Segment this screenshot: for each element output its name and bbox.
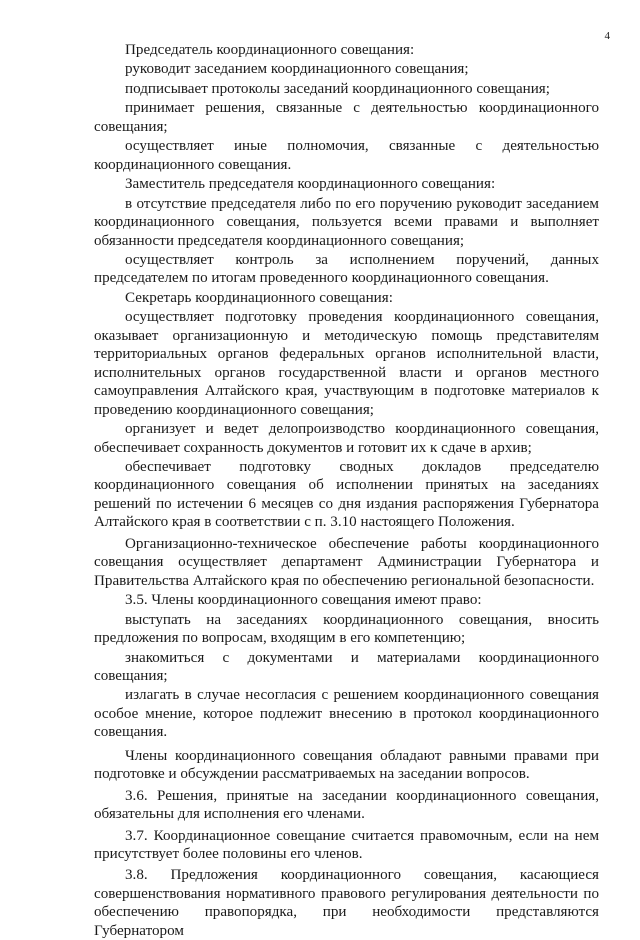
paragraph-member-right-3: излагать в случае несогласия с решением координационного совещания особое мнение, которое подлежит внесению в протокол координационного совещания. bbox=[94, 687, 599, 741]
paragraph-section-3-8: 3.8. Предложения координационного совещания, касающиеся совершенствования нормативного правового регулирования деятельности по обеспечению правопорядка, при необходимости представляются Губернатором bbox=[94, 867, 599, 939]
paragraph-secretary-duty-3: обеспечивает подготовку сводных докладов председателю координационного совещания об исполнении принятых на заседаниях решений по истечении 6 месяцев со дня издания распоряжения Губернатора Алтайского края в соответствии с п. 3.10 настоящего Положения. bbox=[94, 458, 599, 531]
paragraph-secretary-duty-2: организует и ведет делопроизводство координационного совещания, обеспечивает сохранность документов и готовит их к сдаче в архив; bbox=[94, 421, 599, 456]
paragraph-members-equal-rights: Члены координационного совещания обладают равными правами при подготовке и обсуждении рассматриваемых на заседании вопросов. bbox=[94, 747, 599, 783]
paragraph-secretary-duty-1: осуществляет подготовку проведения координационного совещания, оказывает организационную и методическую помощь представителям территориальных органов федеральных органов исполнительной власти, исполнительных органов государственной власти и органов местного самоуправления Алтайского края, участвующим в подготовке материалов к проведению координационного совещания; bbox=[94, 309, 599, 418]
paragraph-chairman-duty-2: подписывает протоколы заседаний координационного совещания; bbox=[125, 80, 550, 97]
paragraph-member-right-1: выступать на заседаниях координационного совещания, вносить предложения по вопросам, входящим в его компетенцию; bbox=[94, 611, 599, 647]
document-body bbox=[94, 41, 599, 940]
page-number: 4 bbox=[604, 30, 610, 42]
paragraph-chairman-duty-4: осуществляет иные полномочия, связанные с деятельностью координационного совещания. bbox=[94, 138, 599, 173]
paragraph-chairman-duty-3: принимает решения, связанные с деятельностью координационного совещания; bbox=[94, 100, 599, 135]
paragraph-chairman-heading: Председатель координационного совещания: bbox=[125, 42, 415, 58]
paragraph-technical-support: Организационно-техническое обеспечение работы координационного совещания осуществляет департамент Администрации Губернатора и Правительства Алтайского края по обеспечению региональной безопасности. bbox=[94, 535, 599, 589]
paragraph-member-right-2: знакомиться с документами и материалами координационного совещания; bbox=[94, 649, 599, 684]
paragraph-section-3-7: 3.7. Координационное совещание считается правомочным, если на нем присутствует более половины его членов. bbox=[94, 827, 599, 863]
paragraph-deputy-duty-2: осуществляет контроль за исполнением поручений, данных председателем по итогам проведенного координационного совещания. bbox=[94, 251, 599, 287]
paragraph-deputy-heading: Заместитель председателя координационного совещания: bbox=[125, 176, 496, 193]
paragraph-section-3-5: 3.5. Члены координационного совещания имеют право: bbox=[125, 592, 482, 609]
paragraph-secretary-heading: Секретарь координационного совещания: bbox=[125, 289, 393, 306]
paragraph-chairman-duty-1: руководит заседанием координационного совещания; bbox=[125, 61, 469, 78]
paragraph-deputy-duty-1: в отсутствие председателя либо по его поручению руководит заседанием координационного совещания, пользуется всеми правами и выполняет обязанности председателя координационного совещания; bbox=[94, 195, 599, 249]
paragraph-section-3-6: 3.6. Решения, принятые на заседании координационного совещания, обязательны для исполнения его членами. bbox=[94, 787, 599, 823]
